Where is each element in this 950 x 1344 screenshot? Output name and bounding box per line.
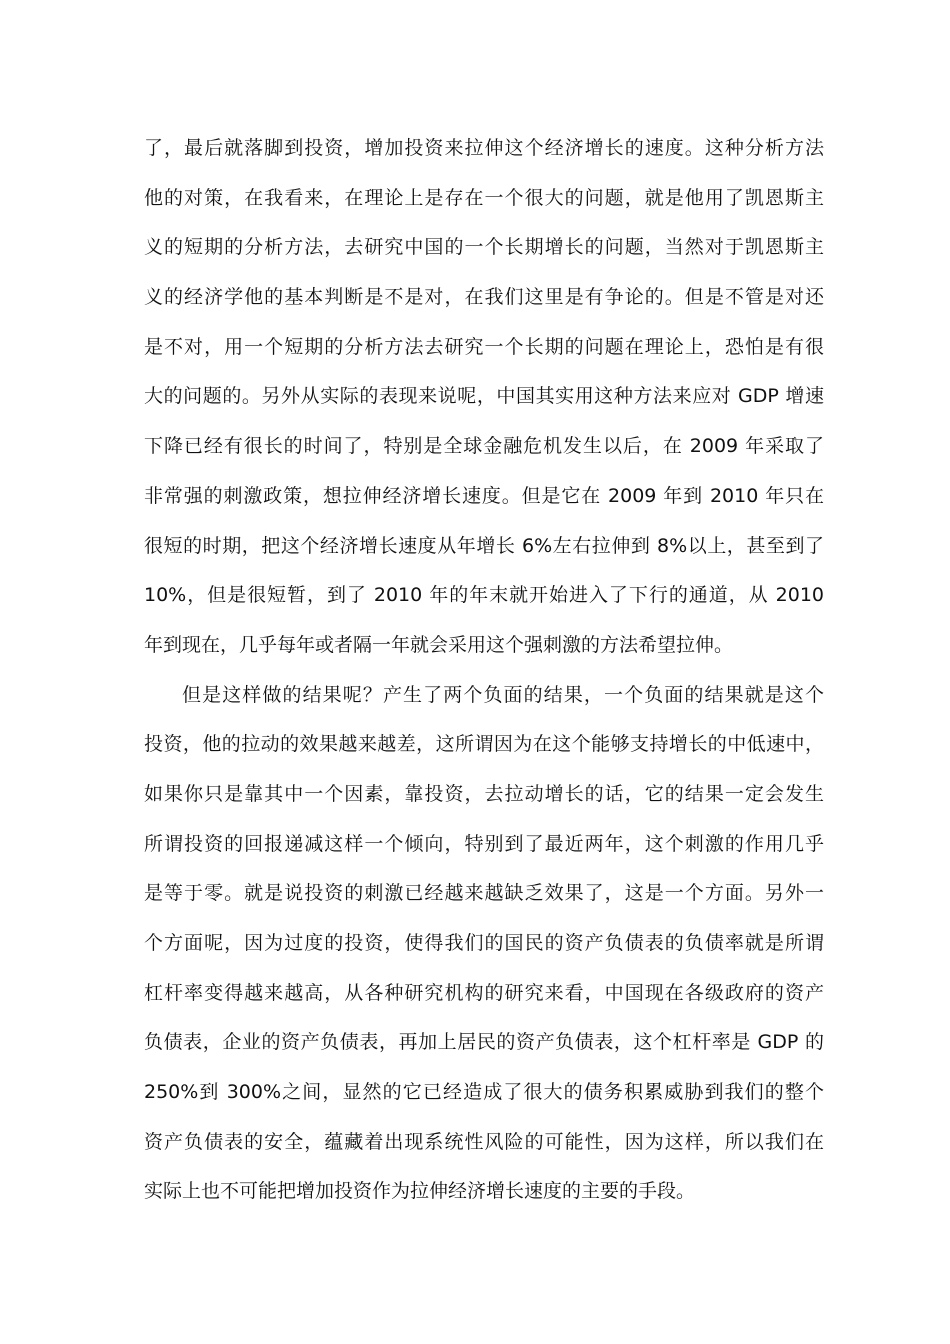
text-line: 是不对，用一个短期的分析方法去研究一个长期的问题在理论上，恐怕是有很	[144, 335, 824, 358]
text-line: 年到现在，几乎每年或者隔一年就会采用这个强刺激的方法希望拉伸。	[144, 633, 734, 656]
text-line: 大的问题的。另外从实际的表现来说呢，中国其实用这种方法来应对 GDP 增速	[144, 385, 824, 408]
text-line: 非常强的刺激政策，想拉伸经济增长速度。但是它在 2009 年到 2010 年只在	[144, 484, 824, 507]
text-line: 投资，他的拉动的效果越来越差，这所谓因为在这个能够支持增长的中低速中，	[144, 733, 824, 756]
text-line: 实际上也不可能把增加投资作为拉伸经济增长速度的主要的手段。	[144, 1180, 696, 1203]
text-line: 杠杆率变得越来越高，从各种研究机构的研究来看，中国现在各级政府的资产	[144, 981, 824, 1004]
text-line: 如果你只是靠其中一个因素，靠投资，去拉动增长的话，它的结果一定会发生	[144, 782, 824, 805]
paragraph-1	[144, 124, 824, 671]
text-line: 个方面呢，因为过度的投资，使得我们的国民的资产负债表的负债率就是所谓	[144, 932, 824, 954]
body-text	[144, 124, 824, 1217]
text-line: 但是这样做的结果呢？产生了两个负面的结果，一个负面的结果就是这个	[182, 683, 824, 706]
text-line: 250%到 300%之间，显然的它已经造成了很大的债务积累威胁到我们的整个	[144, 1081, 824, 1104]
text-line: 义的经济学他的基本判断是不是对，在我们这里是有争论的。但是不管是对还	[144, 286, 824, 309]
text-line: 下降已经有很长的时间了，特别是全球金融危机发生以后，在 2009 年采取了	[144, 435, 824, 458]
text-line: 他的对策，在我看来，在理论上是存在一个很大的问题，就是他用了凯恩斯主	[144, 186, 824, 209]
text-line: 负债表，企业的资产负债表，再加上居民的资产负债表，这个杠杆率是 GDP 的	[144, 1031, 824, 1054]
text-line: 10%，但是很短暂，到了 2010 年的年末就开始进入了下行的通道，从 2010	[144, 584, 824, 607]
text-line: 很短的时期，把这个经济增长速度从年增长 6%左右拉伸到 8%以上，甚至到了	[144, 534, 824, 557]
text-line: 是等于零。就是说投资的刺激已经越来越缺乏效果了，这是一个方面。另外一	[144, 882, 824, 905]
text-line: 所谓投资的回报递减这样一个倾向，特别到了最近两年，这个刺激的作用几乎	[144, 832, 824, 855]
text-line: 义的短期的分析方法，去研究中国的一个长期增长的问题，当然对于凯恩斯主	[144, 236, 824, 259]
paragraph-2	[144, 671, 824, 1218]
text-line: 资产负债表的安全，蕴藏着出现系统性风险的可能性，因为这样，所以我们在	[144, 1130, 824, 1153]
text-line: 了，最后就落脚到投资，增加投资来拉伸这个经济增长的速度。这种分析方法	[144, 137, 824, 159]
